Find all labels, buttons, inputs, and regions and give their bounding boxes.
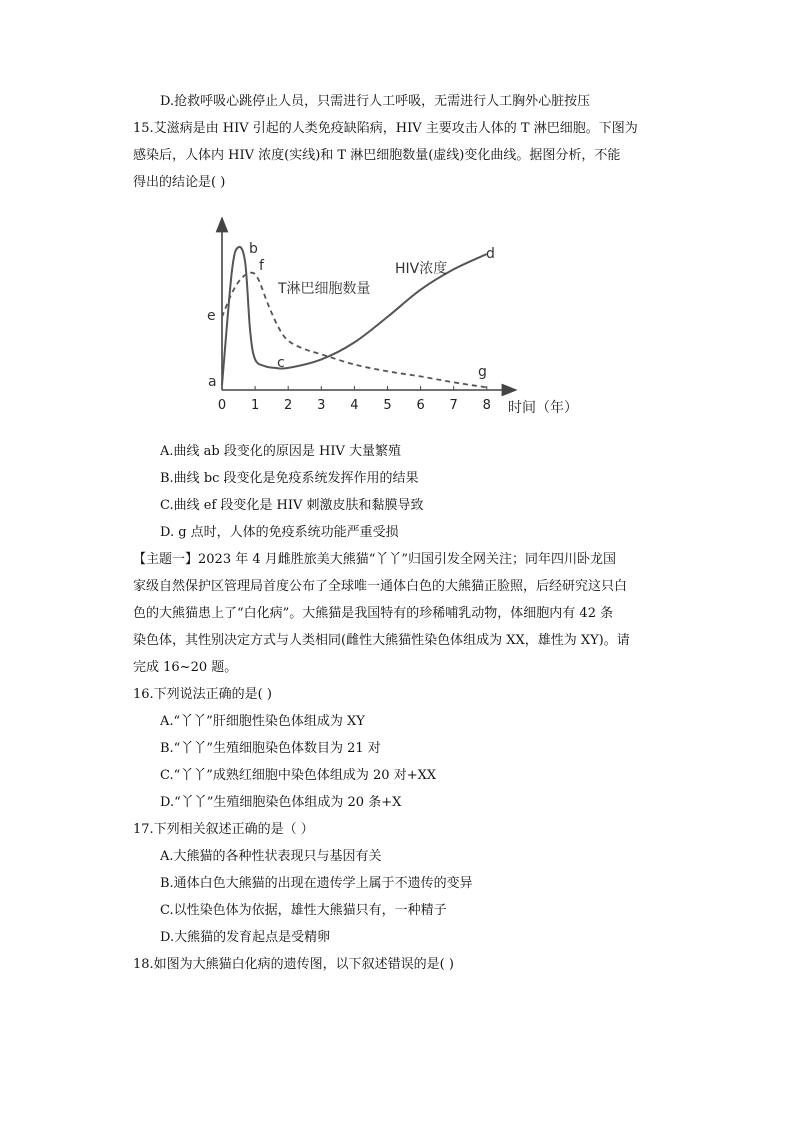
q17-option-c: C.以性染色体为依据，雄性大熊猫只有，一种精子 bbox=[160, 903, 447, 918]
point-label-e: e bbox=[207, 308, 216, 324]
theme1-line1: 【主题一】2023 年 4 月雌胜旅美大熊猫“丫丫”归国引发全网关注；同年四川卧龙国 bbox=[133, 552, 617, 567]
q18-stem: 18.如图为大熊猫白化病的遗传图，以下叙述错误的是( ) bbox=[133, 957, 454, 972]
label-t-cell-count: T淋巴细胞数量 bbox=[278, 281, 371, 297]
point-label-c: c bbox=[277, 355, 285, 371]
point-label-d: d bbox=[486, 246, 495, 262]
q15-option-c: C.曲线 ef 段变化是 HIV 刺激皮肤和黏膜导致 bbox=[160, 498, 424, 513]
q15-stem-line3: 得出的结论是( ) bbox=[133, 175, 226, 190]
q15-option-b: B.曲线 bc 段变化是免疫系统发挥作用的结果 bbox=[160, 471, 419, 486]
point-label-b: b bbox=[249, 241, 258, 257]
label-hiv-concentration: HIV浓度 bbox=[395, 261, 448, 277]
x-tick-label-0: 0 bbox=[217, 398, 227, 413]
x-axis-label: 时间（年） bbox=[508, 400, 578, 416]
q17-option-b: B.通体白色大熊猫的出现在遗传学上属于不遗传的变异 bbox=[160, 876, 473, 891]
q15-stem-line1: 15.艾滋病是由 HIV 引起的人类免疫缺陷病，HIV 主要攻击人体的 T 淋巴细胞。下图为 bbox=[133, 121, 638, 136]
x-tick-label-7: 7 bbox=[449, 398, 458, 413]
q16-option-a: A.“丫丫”肝细胞性染色体组成为 XY bbox=[160, 714, 365, 729]
x-tick-label-4: 4 bbox=[350, 398, 359, 413]
x-tick-label-1: 1 bbox=[250, 398, 260, 413]
q15-stem-line2: 感染后，人体内 HIV 浓度(实线)和 T 淋巴细胞数量(虚线)变化曲线。据图分析，不能 bbox=[133, 148, 621, 163]
q15-option-d: D. g 点时，人体的免疫系统功能严重受损 bbox=[160, 525, 399, 540]
point-label-f: f bbox=[259, 258, 264, 274]
hiv-tcell-chart bbox=[200, 210, 590, 425]
q15-option-a: A.曲线 ab 段变化的原因是 HIV 大量繁殖 bbox=[160, 444, 401, 459]
q17-option-a: A.大熊猫的各种性状表现只与基因有关 bbox=[160, 849, 382, 864]
q16-option-d: D.“丫丫”生殖细胞染色体组成为 20 条+X bbox=[160, 795, 402, 810]
q16-option-c: C.“丫丫”成熟红细胞中染色体组成为 20 对+XX bbox=[160, 768, 437, 783]
q17-option-d: D.大熊猫的发育起点是受精卵 bbox=[160, 930, 331, 945]
point-label-a: a bbox=[208, 374, 217, 390]
q16-stem: 16.下列说法正确的是( ) bbox=[133, 687, 272, 702]
x-tick-label-2: 2 bbox=[284, 398, 293, 413]
x-tick-label-8: 8 bbox=[482, 398, 491, 413]
x-tick-label-6: 6 bbox=[416, 398, 425, 413]
theme1-line5: 完成 16~20 题。 bbox=[133, 660, 238, 675]
point-label-g: g bbox=[478, 364, 487, 380]
x-tick-label-3: 3 bbox=[317, 398, 326, 413]
theme1-line4: 染色体，其性别决定方式与人类相同(雌性大熊猫性染色体组成为 XX，雄性为 XY)。请 bbox=[133, 633, 630, 648]
q16-option-b: B.“丫丫”生殖细胞染色体数目为 21 对 bbox=[160, 741, 381, 756]
theme1-line3: 色的大熊猫患上了“白化病”。大熊猫是我国特有的珍稀哺乳动物，体细胞内有 42 条 bbox=[133, 606, 614, 621]
q17-stem: 17.下列相关叙述正确的是（ ） bbox=[133, 822, 314, 837]
q14-option-d: D.抢救呼吸心跳停止人员，只需进行人工呼吸，无需进行人工胸外心脏按压 bbox=[160, 94, 591, 109]
x-tick-label-5: 5 bbox=[383, 398, 392, 413]
theme1-line2: 家级自然保护区管理局首度公布了全球唯一通体白色的大熊猫正脸照，后经研究这只白 bbox=[133, 579, 628, 594]
